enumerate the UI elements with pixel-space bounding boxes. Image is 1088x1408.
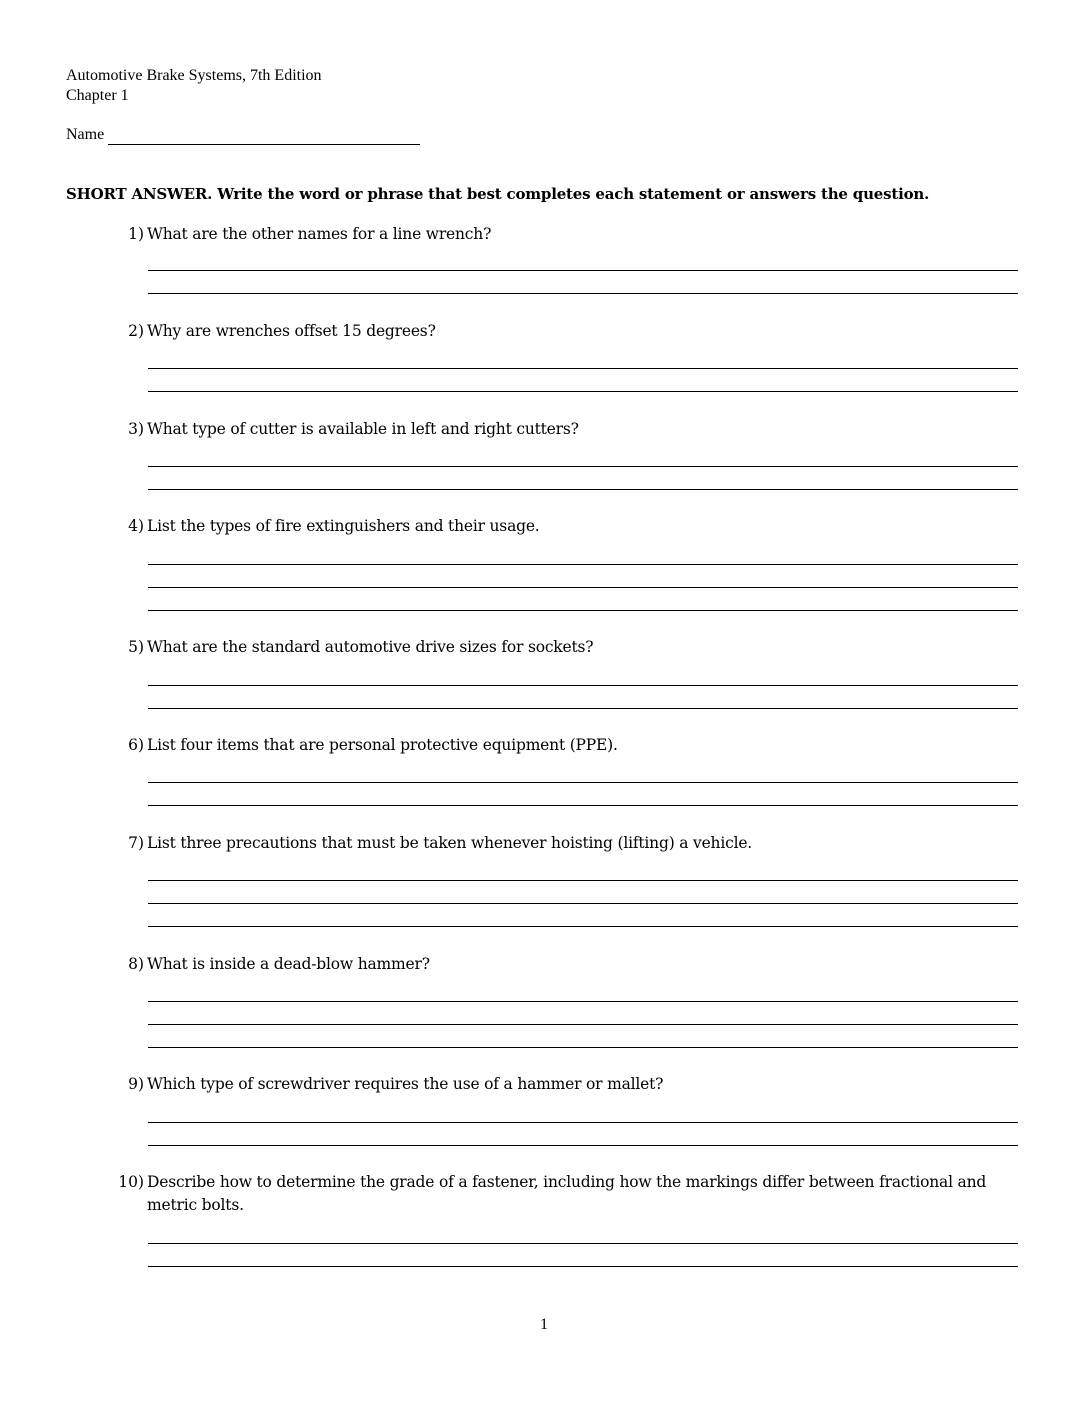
question-number: 6) — [128, 736, 144, 754]
chapter-label: Chapter 1 — [66, 87, 129, 104]
answer-line[interactable] — [148, 368, 1018, 369]
question-number: 1) — [128, 225, 144, 243]
question-number: 2) — [128, 322, 144, 340]
answer-line[interactable] — [148, 1024, 1018, 1025]
question-number: 8) — [128, 955, 144, 973]
answer-line[interactable] — [148, 782, 1018, 783]
document-title: Automotive Brake Systems, 7th Edition — [66, 67, 322, 84]
answer-line[interactable] — [148, 391, 1018, 392]
question-text: What is inside a dead-blow hammer? — [147, 955, 430, 973]
question-text: Why are wrenches offset 15 degrees? — [147, 322, 436, 340]
question-text: What type of cutter is available in left and right cutters? — [147, 420, 579, 438]
answer-line[interactable] — [148, 708, 1018, 709]
answer-line[interactable] — [148, 685, 1018, 686]
answer-line[interactable] — [148, 880, 1018, 881]
answer-line[interactable] — [148, 466, 1018, 467]
question-text: What are the other names for a line wrench? — [147, 225, 492, 243]
answer-line[interactable] — [148, 1122, 1018, 1123]
question-text: What are the standard automotive drive sizes for sockets? — [147, 638, 594, 656]
answer-line[interactable] — [148, 1047, 1018, 1048]
question-number: 3) — [128, 420, 144, 438]
question-number: 4) — [128, 517, 144, 535]
question-number: 9) — [128, 1075, 144, 1093]
answer-line[interactable] — [148, 805, 1018, 806]
answer-line[interactable] — [148, 489, 1018, 490]
answer-line[interactable] — [148, 926, 1018, 927]
answer-line[interactable] — [148, 564, 1018, 565]
question-number: 7) — [128, 834, 144, 852]
page-number: 1 — [540, 1316, 548, 1333]
question-text: List three precautions that must be taken whenever hoisting (lifting) a vehicle. — [147, 834, 753, 852]
answer-line[interactable] — [148, 903, 1018, 904]
answer-line[interactable] — [148, 1001, 1018, 1002]
answer-line[interactable] — [148, 293, 1018, 294]
answer-line[interactable] — [148, 270, 1018, 271]
question-number: 5) — [128, 638, 144, 656]
name-blank-line[interactable] — [108, 144, 420, 145]
answer-line[interactable] — [148, 1266, 1018, 1267]
question-number: 10) — [118, 1173, 144, 1191]
answer-line[interactable] — [148, 587, 1018, 588]
answer-line[interactable] — [148, 1145, 1018, 1146]
name-label: Name — [66, 126, 105, 143]
answer-line[interactable] — [148, 610, 1018, 611]
question-text: Describe how to determine the grade of a fastener, including how the markings differ between fractional and metric bolts. — [147, 1173, 987, 1214]
question-text: List the types of fire extinguishers and their usage. — [147, 517, 540, 535]
instructions: SHORT ANSWER. Write the word or phrase that best completes each statement or answers the question. — [66, 185, 930, 203]
answer-line[interactable] — [148, 1243, 1018, 1244]
question-text: Which type of screwdriver requires the use of a hammer or mallet? — [147, 1075, 664, 1093]
question-text: List four items that are personal protective equipment (PPE). — [147, 736, 618, 754]
